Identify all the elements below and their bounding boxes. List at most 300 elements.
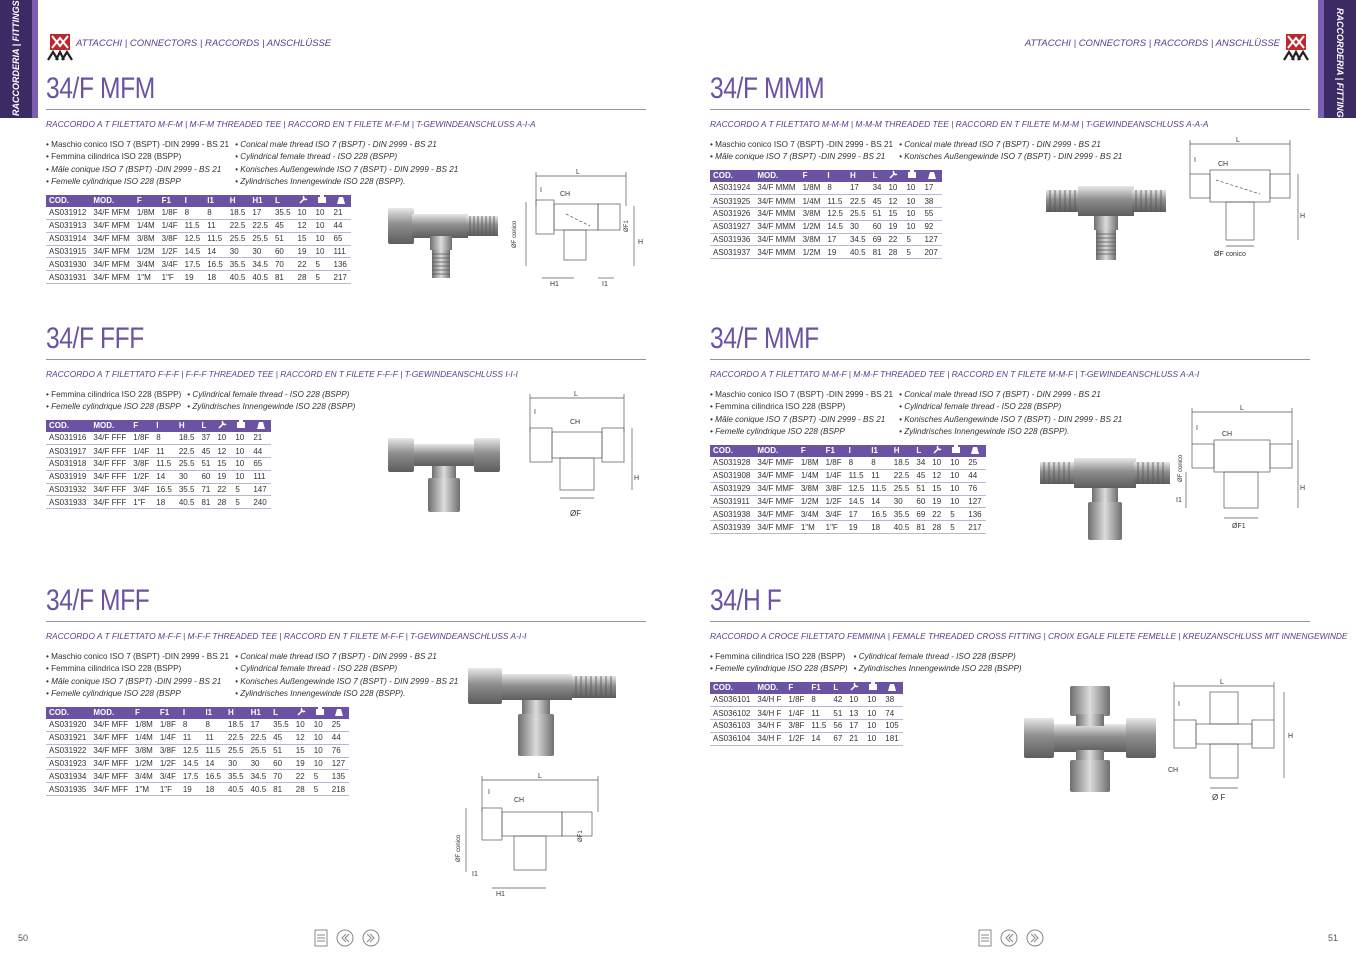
table-cell: 3/8M xyxy=(134,232,159,245)
spec-line: • Maschio conico ISO 7 (BSPT) -DIN 2999 - BS 21 xyxy=(46,140,230,149)
table-header-row xyxy=(46,707,349,719)
table-cell: 21 xyxy=(250,432,270,445)
column-header: L xyxy=(830,682,846,694)
table-cell: 34/F MMM xyxy=(754,182,799,195)
table-cell: 28 xyxy=(293,783,311,796)
table-cell: 17 xyxy=(847,182,870,195)
column-header: COD. xyxy=(710,170,754,182)
table-cell: 10 xyxy=(311,731,329,744)
table-cell: 11 xyxy=(153,445,176,458)
package-icon xyxy=(951,445,961,454)
table-cell: 34/F FFF xyxy=(90,470,130,483)
table-cell: 8 xyxy=(808,694,830,707)
table-cell: 8 xyxy=(868,457,891,470)
table-cell: 3/8M xyxy=(132,744,157,757)
table-cell: 17 xyxy=(846,508,869,521)
table-cell: 1/2F xyxy=(823,495,846,508)
table-cell: 136 xyxy=(965,508,985,521)
drawing-label: H1 xyxy=(550,281,559,288)
table-cell: 19 xyxy=(846,521,869,534)
table-cell: 25.5 xyxy=(891,482,914,495)
table-cell: 11.5 xyxy=(846,469,869,482)
spec-line: • Femelle cylindrique ISO 228 (BSPP xyxy=(46,402,181,412)
table-cell: 3/8M xyxy=(800,233,825,246)
table-cell: 40.5 xyxy=(225,783,248,796)
wrench-icon xyxy=(889,170,899,179)
table-cell: 1/2M xyxy=(800,220,825,233)
table-cell: 12 xyxy=(293,731,311,744)
table-cell: 217 xyxy=(965,521,985,534)
table-cell: 1"F xyxy=(157,783,180,796)
column-header: L xyxy=(913,445,929,457)
table-cell: 5 xyxy=(313,258,331,271)
table-cell: 22.5 xyxy=(847,195,870,208)
table-row xyxy=(46,757,349,770)
table-cell: 60 xyxy=(913,495,929,508)
spec-line: • Femmina cilindrica ISO 228 (BSPP) xyxy=(710,402,846,412)
column-header: F1 xyxy=(159,195,182,207)
drawing-label: CH xyxy=(1218,161,1229,168)
table-cell: 1/2F xyxy=(159,245,182,258)
table-cell: 10 xyxy=(903,182,921,195)
table-cell: 10 xyxy=(864,732,882,745)
technical-drawing-mmf xyxy=(1172,402,1312,534)
table-cell: 11 xyxy=(180,731,203,744)
brand-logo-left xyxy=(46,32,74,62)
table-cell: 1/8M xyxy=(134,207,159,220)
table-cell: 40.5 xyxy=(227,271,250,284)
table-cell: 12 xyxy=(295,219,313,232)
table-cell: 25 xyxy=(965,457,985,470)
table-cell: 30 xyxy=(225,757,248,770)
table-cell: 217 xyxy=(331,271,351,284)
table-cell: 30 xyxy=(891,495,914,508)
table-cell: 34/F MFM xyxy=(90,245,133,258)
spec-line: • Conical male thread ISO 7 (BSPT) - DIN 2999 - BS 21 xyxy=(235,140,437,149)
table-cell: 37 xyxy=(198,432,214,445)
table-cell: 11 xyxy=(204,219,227,232)
table-cell: 127 xyxy=(329,757,349,770)
weight-icon xyxy=(336,195,346,204)
previous-page-icon[interactable] xyxy=(336,929,354,947)
drawing-label: H1 xyxy=(496,891,505,898)
table-cell: AS031939 xyxy=(710,521,754,534)
wrench-icon xyxy=(218,420,228,429)
column-header: L xyxy=(870,170,886,182)
table-cell: 34/H F xyxy=(754,694,785,707)
table-cell: 5 xyxy=(947,508,965,521)
table-cell: 65 xyxy=(250,457,270,470)
table-cell: AS031922 xyxy=(46,744,90,757)
table-cell: AS031917 xyxy=(46,445,90,458)
spec-line: • Femmina cilindrica ISO 228 (BSPP) xyxy=(46,390,182,399)
package-icon xyxy=(317,195,327,204)
table-cell: 10 xyxy=(232,470,250,483)
table-cell: 8 xyxy=(180,719,203,732)
spec-line: • Zylindrisches Innengewinde ISO 228 (BSPP) xyxy=(187,402,356,412)
table-cell: 70 xyxy=(270,770,293,783)
table-cell: 18 xyxy=(868,521,891,534)
spec-line: • Conical male thread ISO 7 (BSPT) - DIN 2999 - BS 21 xyxy=(899,140,1101,149)
table-cell: 30 xyxy=(176,470,199,483)
table-cell: 10 xyxy=(864,719,882,732)
table-cell: 10 xyxy=(864,707,882,720)
table-cell: 10 xyxy=(947,457,965,470)
table-cell: 69 xyxy=(870,233,886,246)
table-cell: 34/F MMM xyxy=(754,220,799,233)
spec-line: • Zylindrisches Innengewinde ISO 228 (BSPP). xyxy=(235,689,406,699)
table-cell: 30 xyxy=(227,245,250,258)
table-cell: 40.5 xyxy=(176,496,199,509)
table-cell: 19 xyxy=(293,757,311,770)
drawing-label: Ø F xyxy=(1212,793,1226,802)
drawing-label: L xyxy=(1240,405,1244,412)
table-cell: 44 xyxy=(329,731,349,744)
spec-line: • Konisches Außengewinde ISO 7 (BSPT) - DIN 2999 - BS 21 xyxy=(235,676,459,686)
table-cell: 12.5 xyxy=(182,232,205,245)
table-row xyxy=(46,744,349,757)
table-cell: 3/8F xyxy=(157,744,180,757)
table-cell: 15 xyxy=(929,482,947,495)
table-cell: AS031912 xyxy=(46,207,90,220)
section-divider xyxy=(46,621,646,622)
right-section-label: RACCORDERIA | FITTINGS xyxy=(1335,8,1345,124)
column-header: H1 xyxy=(249,195,272,207)
table-cell: 22 xyxy=(929,508,947,521)
table-row xyxy=(46,207,351,220)
section-subtitle: RACCORDO A T FILETTATO M-F-M | M-F-M THREADED TEE | RACCORD EN T FILETE M-F-M | T-GEWINDEANSCHLUSS A-I-A xyxy=(46,119,536,129)
table-cell: 135 xyxy=(329,770,349,783)
column-header: I xyxy=(153,420,176,432)
document-icon[interactable] xyxy=(978,929,992,947)
table-cell: 10 xyxy=(232,445,250,458)
technical-drawing-hf xyxy=(1164,676,1310,806)
table-cell: 1/2F xyxy=(157,757,180,770)
table-cell: 8 xyxy=(846,457,869,470)
table-cell: 16.5 xyxy=(204,258,227,271)
drawing-label: I1 xyxy=(472,871,478,878)
column-header-box xyxy=(947,445,965,457)
section-divider xyxy=(46,109,646,110)
section-title: 34/F MFF xyxy=(46,584,150,617)
drawing-label: I xyxy=(534,409,536,416)
table-cell: AS031934 xyxy=(46,770,90,783)
table-cell: 81 xyxy=(270,783,293,796)
table-cell: 1/2M xyxy=(134,245,159,258)
table-cell: 25.5 xyxy=(249,232,272,245)
table-cell: 22 xyxy=(293,770,311,783)
table-row xyxy=(710,469,986,482)
table-cell: 34/F MFM xyxy=(90,219,133,232)
table-cell: 51 xyxy=(270,744,293,757)
section-divider xyxy=(710,359,1310,360)
table-cell: 12.5 xyxy=(180,744,203,757)
spec-line: • Zylindrisches Innengewinde ISO 228 (BSPP). xyxy=(899,427,1070,437)
table-cell: 1/4M xyxy=(132,731,157,744)
spec-line: • Konisches Außengewinde ISO 7 (BSPT) - DIN 2999 - BS 21 xyxy=(235,164,459,174)
table-cell: 35.5 xyxy=(176,483,199,496)
table-row xyxy=(46,245,351,258)
table-cell: 34/F MFF xyxy=(90,757,132,770)
table-cell: 34/F MFM xyxy=(90,271,133,284)
table-cell: 51 xyxy=(830,707,846,720)
package-icon xyxy=(868,682,878,691)
table-cell: 240 xyxy=(250,496,270,509)
table-cell: 5 xyxy=(232,483,250,496)
table-cell: 1"F xyxy=(159,271,182,284)
column-header: COD. xyxy=(46,707,90,719)
table-cell: 3/4F xyxy=(159,258,182,271)
column-header-wrench xyxy=(846,682,864,694)
fitting-photo-mff xyxy=(464,664,620,760)
table-cell: 22 xyxy=(214,483,232,496)
table-row xyxy=(46,496,271,509)
table-row xyxy=(46,271,351,284)
table-cell: 34/F FFF xyxy=(90,432,130,445)
table-cell: 1/8F xyxy=(785,694,808,707)
wrench-icon xyxy=(297,707,307,716)
table-row xyxy=(710,220,942,233)
drawing-label: ØF1 xyxy=(624,220,630,232)
drawing-label: L xyxy=(576,169,580,176)
table-cell: 60 xyxy=(270,757,293,770)
drawing-label: I xyxy=(1194,157,1196,164)
table-cell: 34/F MFF xyxy=(90,744,132,757)
spec-line: • Maschio conico ISO 7 (BSPT) -DIN 2999 - BS 21 xyxy=(46,652,230,661)
table-cell: 14 xyxy=(153,470,176,483)
column-header-box xyxy=(311,707,329,719)
table-row xyxy=(710,694,903,707)
table-cell: 11.5 xyxy=(868,482,891,495)
table-cell: 12 xyxy=(214,445,232,458)
table-cell: 1/8F xyxy=(159,207,182,220)
column-header: H xyxy=(847,170,870,182)
table-cell: 76 xyxy=(965,482,985,495)
table-cell: 16.5 xyxy=(202,770,225,783)
table-cell: 11 xyxy=(808,707,830,720)
page-nav-left xyxy=(314,929,380,947)
technical-drawing-fff xyxy=(520,388,650,522)
table-cell: 18 xyxy=(153,496,176,509)
table-cell: 10 xyxy=(232,457,250,470)
document-icon[interactable] xyxy=(314,929,328,947)
fitting-photo-fff xyxy=(386,434,504,516)
table-cell: 34 xyxy=(870,182,886,195)
table-row xyxy=(710,707,903,720)
fitting-photo-mmm xyxy=(1044,180,1170,264)
table-cell: 55 xyxy=(921,207,941,220)
table-cell: 3/8M xyxy=(800,207,825,220)
drawing-label: H xyxy=(1300,485,1306,492)
table-cell: 17 xyxy=(824,233,847,246)
table-cell: 34/F MMM xyxy=(754,195,799,208)
table-cell: AS031911 xyxy=(710,495,754,508)
table-cell: 13 xyxy=(846,707,864,720)
table-cell: 10 xyxy=(929,457,947,470)
table-cell: AS031928 xyxy=(710,457,754,470)
table-row xyxy=(710,482,986,495)
table-cell: 45 xyxy=(272,219,295,232)
next-page-icon[interactable] xyxy=(362,929,380,947)
table-cell: 18.5 xyxy=(891,457,914,470)
table-row xyxy=(46,783,349,796)
spec-table xyxy=(46,420,271,509)
table-cell: 15 xyxy=(885,207,903,220)
technical-drawing-mfm xyxy=(506,166,648,290)
table-cell: 81 xyxy=(198,496,214,509)
table-cell: 34/F MFF xyxy=(90,731,132,744)
table-cell: 34/F MMF xyxy=(754,508,797,521)
table-cell: 34/F MMF xyxy=(754,469,797,482)
column-header: I xyxy=(824,170,847,182)
left-section-label: RACCORDERIA | FITTINGS xyxy=(11,0,21,116)
spec-line: • Femelle cylindrique ISO 228 (BSPP) xyxy=(710,664,848,674)
page-nav-right xyxy=(978,929,1044,947)
column-header-box xyxy=(903,170,921,182)
spec-line: • Mâle conique ISO 7 (BSPT) -DIN 2999 - BS 21 xyxy=(46,164,222,174)
drawing-label: H xyxy=(634,475,640,482)
spec-line: • Femmina cilindrica ISO 228 (BSPP) xyxy=(46,152,182,162)
table-cell: 35.5 xyxy=(227,258,250,271)
table-cell: 19 xyxy=(295,245,313,258)
table-cell: 44 xyxy=(331,219,351,232)
table-cell: 34/F MMF xyxy=(754,457,797,470)
table-cell: 1"M xyxy=(134,271,159,284)
spec-line: • Conical male thread ISO 7 (BSPT) - DIN 2999 - BS 21 xyxy=(899,390,1101,399)
table-cell: 34/F MFM xyxy=(90,232,133,245)
table-row xyxy=(710,495,986,508)
column-header: MOD. xyxy=(754,682,785,694)
table-cell: 25.5 xyxy=(227,232,250,245)
table-cell: 1/4M xyxy=(134,219,159,232)
table-row xyxy=(46,219,351,232)
table-cell: 127 xyxy=(965,495,985,508)
drawing-label: ØF conico xyxy=(512,220,518,248)
table-cell: 22 xyxy=(885,233,903,246)
table-cell: AS031938 xyxy=(710,508,754,521)
table-cell: 22.5 xyxy=(248,731,271,744)
weight-icon xyxy=(927,170,937,179)
column-header: F xyxy=(798,445,823,457)
table-cell: 10 xyxy=(864,694,882,707)
column-header: L xyxy=(270,707,293,719)
spec-line: • Femelle cylindrique ISO 228 (BSPP xyxy=(710,427,845,437)
column-header: H xyxy=(176,420,199,432)
table-cell: 44 xyxy=(250,445,270,458)
table-cell: AS031936 xyxy=(710,233,754,246)
table-cell: 1/2M xyxy=(132,757,157,770)
table-row xyxy=(46,432,271,445)
table-cell: 1/2M xyxy=(798,495,823,508)
table-cell: 18 xyxy=(202,783,225,796)
drawing-label: I1 xyxy=(602,281,608,288)
spec-line: • Conical male thread ISO 7 (BSPT) - DIN 2999 - BS 21 xyxy=(235,652,437,661)
drawing-label: CH xyxy=(570,419,581,426)
table-cell: AS031929 xyxy=(710,482,754,495)
table-header-row xyxy=(710,682,903,694)
table-cell: 16.5 xyxy=(153,483,176,496)
table-cell: 34.5 xyxy=(249,258,272,271)
column-header: MOD. xyxy=(754,170,799,182)
table-cell: 14.5 xyxy=(182,245,205,258)
table-cell: AS031914 xyxy=(46,232,90,245)
table-cell: AS031925 xyxy=(710,195,754,208)
table-cell: 30 xyxy=(847,220,870,233)
table-cell: 34/F MFF xyxy=(90,770,132,783)
table-cell: 42 xyxy=(830,694,846,707)
table-cell: 40.5 xyxy=(248,783,271,796)
drawing-label: L xyxy=(1220,679,1224,686)
column-header-wrench xyxy=(885,170,903,182)
table-cell: 21 xyxy=(846,732,864,745)
section-subtitle: RACCORDO A CROCE FILETTATO FEMMINA | FEMALE THREADED CROSS FITTING | CROIX EGALE FILETE FEMELLE | KREUZANSCHLUSS MIT INNENGEWINDE xyxy=(710,631,1348,641)
table-cell: AS031937 xyxy=(710,246,754,259)
table-cell: 81 xyxy=(870,246,886,259)
table-cell: 22.5 xyxy=(891,469,914,482)
column-header: F xyxy=(132,707,157,719)
column-header: MOD. xyxy=(90,195,133,207)
column-header-weight xyxy=(965,445,985,457)
previous-page-icon[interactable] xyxy=(1000,929,1018,947)
table-cell: 207 xyxy=(921,246,941,259)
table-cell: 34/H F xyxy=(754,719,785,732)
table-cell: 51 xyxy=(272,232,295,245)
column-header: H xyxy=(227,195,250,207)
table-cell: 181 xyxy=(882,732,902,745)
page-number-right: 51 xyxy=(1327,933,1338,943)
column-header-box xyxy=(232,420,250,432)
brand-logo-right xyxy=(1282,32,1310,62)
table-cell: 19 xyxy=(824,246,847,259)
table-cell: 65 xyxy=(331,232,351,245)
column-header: MOD. xyxy=(90,420,130,432)
column-header: F1 xyxy=(808,682,830,694)
section-subtitle: RACCORDO A T FILETTATO M-M-F | M-M-F THREADED TEE | RACCORD EN T FILETE M-M-F | T-GEWINDEANSCHLUSS A-A-I xyxy=(710,369,1200,379)
table-cell: 34/F MMF xyxy=(754,482,797,495)
table-cell: 17 xyxy=(846,719,864,732)
table-row xyxy=(46,483,271,496)
table-cell: 34/F MMM xyxy=(754,246,799,259)
table-row xyxy=(710,207,942,220)
column-header-weight xyxy=(331,195,351,207)
table-row xyxy=(46,258,351,271)
column-header-wrench xyxy=(293,707,311,719)
column-header-box xyxy=(313,195,331,207)
table-cell: 38 xyxy=(921,195,941,208)
wrench-icon xyxy=(933,445,943,454)
next-page-icon[interactable] xyxy=(1026,929,1044,947)
table-row xyxy=(710,182,942,195)
table-cell: 1/8F xyxy=(157,719,180,732)
fitting-photo-mmf xyxy=(1038,454,1174,544)
weight-icon xyxy=(887,682,897,691)
table-cell: 1/2M xyxy=(800,246,825,259)
table-cell: 51 xyxy=(870,207,886,220)
section-divider xyxy=(710,621,1310,622)
table-cell: 14.5 xyxy=(824,220,847,233)
table-cell: 19 xyxy=(929,495,947,508)
table-cell: 10 xyxy=(311,744,329,757)
table-cell: 22 xyxy=(295,258,313,271)
drawing-label: ØF xyxy=(570,509,582,518)
table-header-row xyxy=(46,195,351,207)
table-cell: AS031916 xyxy=(46,432,90,445)
table-cell: 12.5 xyxy=(824,207,847,220)
table-cell: 71 xyxy=(198,483,214,496)
table-cell: 11.5 xyxy=(808,719,830,732)
table-cell: 3/4F xyxy=(823,508,846,521)
table-cell: AS031923 xyxy=(46,757,90,770)
